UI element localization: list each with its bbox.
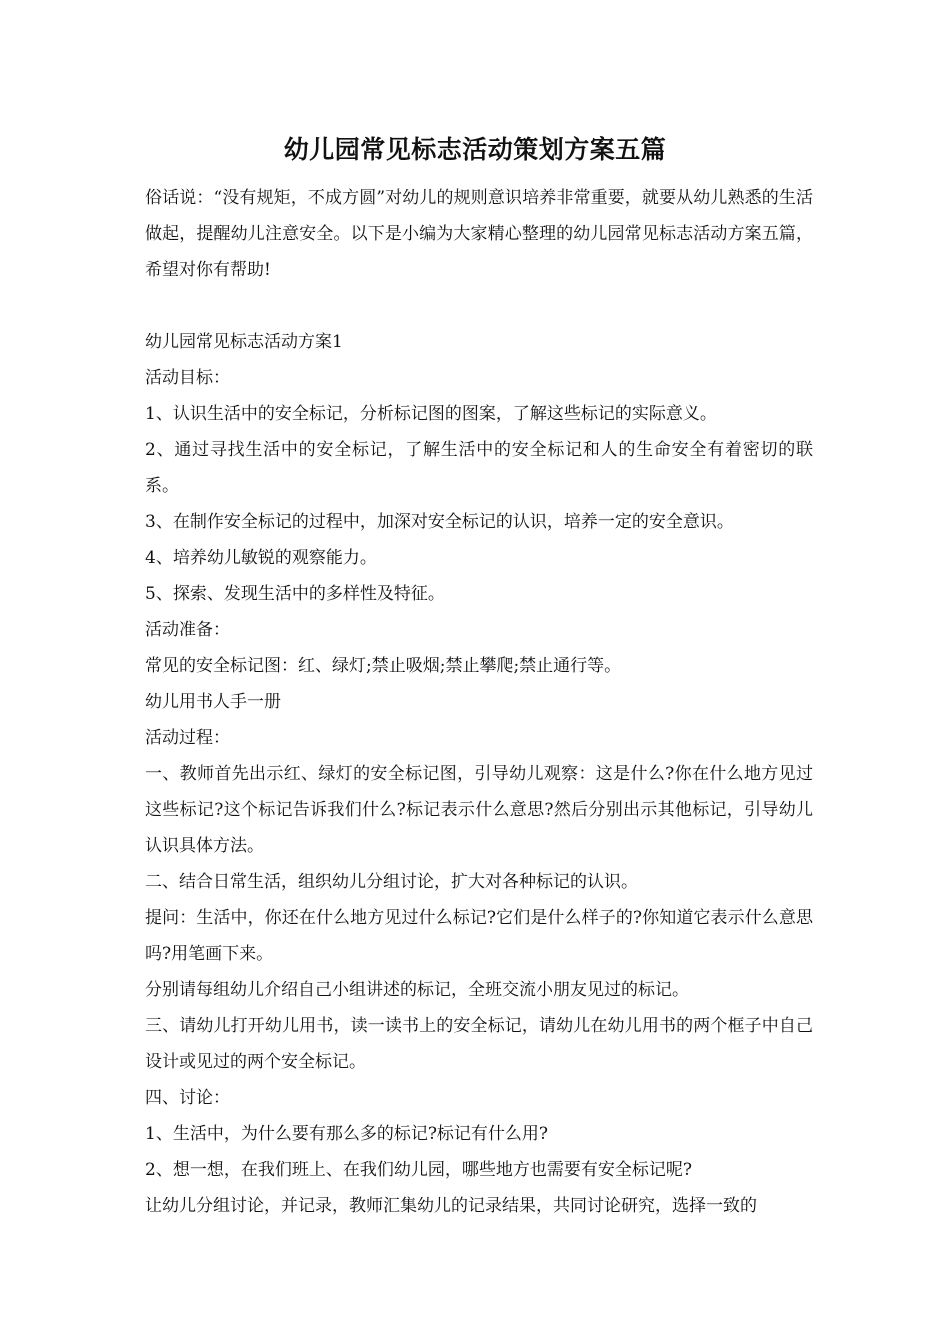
process-paragraph: 三、请幼儿打开幼儿用书，读一读书上的安全标记，请幼儿在幼儿用书的两个框子中自己设计或见过的两个安全标记。 xyxy=(145,1016,813,1072)
subheading-goals: 活动目标： xyxy=(145,368,230,388)
subheading-process: 活动过程： xyxy=(145,728,230,748)
preparation-item: 幼儿用书人手一册 xyxy=(145,692,281,712)
section-heading: 幼儿园常见标志活动方案1 xyxy=(145,332,343,352)
process-paragraph: 让幼儿分组讨论，并记录，教师汇集幼儿的记录结果，共同讨论研究，选择一致的 xyxy=(145,1196,757,1216)
process-paragraph: 分别请每组幼儿介绍自己小组讲述的标记，全班交流小朋友见过的标记。 xyxy=(145,980,689,1000)
discussion-item: 1、生活中，为什么要有那么多的标记?标记有什么用? xyxy=(145,1124,549,1144)
subheading-discussion: 四、讨论： xyxy=(145,1088,230,1108)
document-body xyxy=(145,180,813,1224)
subheading-preparation: 活动准备： xyxy=(145,620,230,640)
preparation-item: 常见的安全标记图：红、绿灯;禁止吸烟;禁止攀爬;禁止通行等。 xyxy=(145,656,622,676)
document-title: 幼儿园常见标志活动策划方案五篇 xyxy=(283,135,667,164)
goal-item: 5、探索、发现生活中的多样性及特征。 xyxy=(145,584,445,604)
goal-item: 3、在制作安全标记的过程中，加深对安全标记的认识，培养一定的安全意识。 xyxy=(145,512,734,532)
goal-item: 2、通过寻找生活中的安全标记，了解生活中的安全标记和人的生命安全有着密切的联系。 xyxy=(145,440,813,496)
goal-item: 1、认识生活中的安全标记，分析标记图的图案，了解这些标记的实际意义。 xyxy=(145,404,717,424)
process-paragraph: 提问：生活中，你还在什么地方见过什么标记?它们是什么样子的?你知道它表示什么意思吗?用笔画下来。 xyxy=(145,908,813,964)
process-paragraph: 一、教师首先出示红、绿灯的安全标记图，引导幼儿观察：这是什么?你在什么地方见过这些标记?这个标记告诉我们什么?标记表示什么意思?然后分别出示其他标记，引导幼儿认识具体方法。 xyxy=(145,764,813,856)
discussion-item: 2、想一想，在我们班上、在我们幼儿园，哪些地方也需要有安全标记呢? xyxy=(145,1160,692,1180)
process-paragraph: 二、结合日常生活，组织幼儿分组讨论，扩大对各种标记的认识。 xyxy=(145,872,638,892)
intro-paragraph: 俗话说：“没有规矩，不成方圆”对幼儿的规则意识培养非常重要，就要从幼儿熟悉的生活做起，提醒幼儿注意安全。以下是小编为大家精心整理的幼儿园常见标志活动方案五篇，希望对你有帮助! xyxy=(145,188,813,280)
goal-item: 4、培养幼儿敏锐的观察能力。 xyxy=(145,548,377,568)
